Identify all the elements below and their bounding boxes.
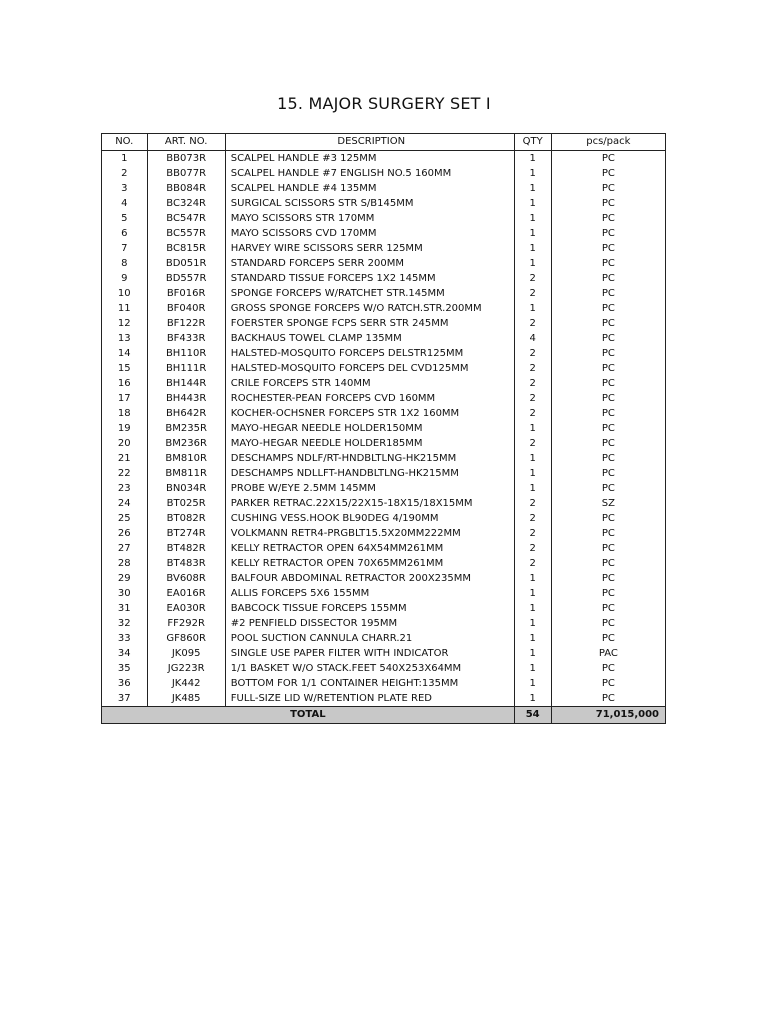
row-qty: 2: [514, 286, 551, 301]
row-qty: 2: [514, 346, 551, 361]
row-unit: PC: [551, 241, 665, 256]
row-qty: 1: [514, 601, 551, 616]
row-unit: PC: [551, 226, 665, 241]
row-art-no: BV608R: [147, 571, 225, 586]
row-no: 11: [102, 301, 148, 316]
row-art-no: BH642R: [147, 406, 225, 421]
total-amount: 71,015,000: [551, 707, 665, 724]
row-qty: 1: [514, 226, 551, 241]
row-unit: PC: [551, 616, 665, 631]
row-description: KOCHER-OCHSNER FORCEPS STR 1X2 160MM: [225, 406, 514, 421]
row-art-no: BB077R: [147, 166, 225, 181]
row-art-no: BC324R: [147, 196, 225, 211]
row-description: PARKER RETRAC.22X15/22X15-18X15/18X15MM: [225, 496, 514, 511]
table-row: [102, 661, 666, 676]
row-qty: 1: [514, 691, 551, 707]
row-no: 29: [102, 571, 148, 586]
row-qty: 1: [514, 301, 551, 316]
row-description: BOTTOM FOR 1/1 CONTAINER HEIGHT:135MM: [225, 676, 514, 691]
row-art-no: JG223R: [147, 661, 225, 676]
row-description: BACKHAUS TOWEL CLAMP 135MM: [225, 331, 514, 346]
row-description: DESCHAMPS NDLLFT-HANDBLTLNG-HK215MM: [225, 466, 514, 481]
row-no: 2: [102, 166, 148, 181]
row-qty: 1: [514, 571, 551, 586]
row-qty: 1: [514, 451, 551, 466]
row-no: 19: [102, 421, 148, 436]
row-art-no: GF860R: [147, 631, 225, 646]
row-art-no: BB073R: [147, 151, 225, 167]
row-art-no: BM235R: [147, 421, 225, 436]
row-no: 17: [102, 391, 148, 406]
row-description: VOLKMANN RETR4-PRGBLT15.5X20MM222MM: [225, 526, 514, 541]
row-no: 26: [102, 526, 148, 541]
row-unit: PC: [551, 541, 665, 556]
row-art-no: BT483R: [147, 556, 225, 571]
row-art-no: BF016R: [147, 286, 225, 301]
row-qty: 4: [514, 331, 551, 346]
page-title: 15. MAJOR SURGERY SET I: [277, 94, 491, 113]
row-unit: PC: [551, 631, 665, 646]
row-description: FULL-SIZE LID W/RETENTION PLATE RED: [225, 691, 514, 707]
row-art-no: BM810R: [147, 451, 225, 466]
row-art-no: BH443R: [147, 391, 225, 406]
table-row: [102, 181, 666, 196]
row-qty: 1: [514, 586, 551, 601]
row-no: 9: [102, 271, 148, 286]
table-row: [102, 271, 666, 286]
row-qty: 1: [514, 616, 551, 631]
table-header-row: [102, 134, 666, 151]
row-qty: 1: [514, 676, 551, 691]
row-qty: 2: [514, 436, 551, 451]
row-no: 13: [102, 331, 148, 346]
row-description: GROSS SPONGE FORCEPS W/O RATCH.STR.200MM: [225, 301, 514, 316]
row-description: MAYO SCISSORS CVD 170MM: [225, 226, 514, 241]
row-no: 7: [102, 241, 148, 256]
row-description: BABCOCK TISSUE FORCEPS 155MM: [225, 601, 514, 616]
row-no: 24: [102, 496, 148, 511]
row-description: STANDARD FORCEPS SERR 200MM: [225, 256, 514, 271]
row-qty: 2: [514, 361, 551, 376]
total-row: [102, 707, 666, 724]
row-unit: PC: [551, 361, 665, 376]
row-unit: PC: [551, 676, 665, 691]
row-qty: 2: [514, 556, 551, 571]
row-no: 15: [102, 361, 148, 376]
row-unit: PC: [551, 481, 665, 496]
row-no: 36: [102, 676, 148, 691]
row-art-no: BC557R: [147, 226, 225, 241]
table-row: [102, 496, 666, 511]
row-description: SCALPEL HANDLE #7 ENGLISH NO.5 160MM: [225, 166, 514, 181]
row-unit: PC: [551, 256, 665, 271]
total-qty: 54: [514, 707, 551, 724]
table-row: [102, 346, 666, 361]
row-no: 34: [102, 646, 148, 661]
row-description: MAYO-HEGAR NEEDLE HOLDER185MM: [225, 436, 514, 451]
row-art-no: EA030R: [147, 601, 225, 616]
table-row: [102, 406, 666, 421]
row-no: 33: [102, 631, 148, 646]
row-description: SCALPEL HANDLE #3 125MM: [225, 151, 514, 167]
row-art-no: BD557R: [147, 271, 225, 286]
row-no: 8: [102, 256, 148, 271]
row-qty: 1: [514, 256, 551, 271]
row-unit: PC: [551, 436, 665, 451]
table-row: [102, 151, 666, 167]
row-qty: 1: [514, 241, 551, 256]
instrument-table: [101, 133, 666, 724]
table-row: [102, 691, 666, 707]
row-description: CUSHING VESS.HOOK BL90DEG 4/190MM: [225, 511, 514, 526]
row-art-no: BD051R: [147, 256, 225, 271]
table-row: [102, 571, 666, 586]
row-qty: 2: [514, 391, 551, 406]
table-row: [102, 541, 666, 556]
row-unit: PC: [551, 511, 665, 526]
row-description: ROCHESTER-PEAN FORCEPS CVD 160MM: [225, 391, 514, 406]
row-art-no: BF122R: [147, 316, 225, 331]
row-unit: PC: [551, 181, 665, 196]
row-unit: PC: [551, 196, 665, 211]
total-label: TOTAL: [102, 707, 515, 724]
table-row: [102, 451, 666, 466]
row-qty: 2: [514, 511, 551, 526]
row-unit: PC: [551, 571, 665, 586]
row-description: SINGLE USE PAPER FILTER WITH INDICATOR: [225, 646, 514, 661]
row-qty: 1: [514, 166, 551, 181]
row-no: 27: [102, 541, 148, 556]
row-no: 6: [102, 226, 148, 241]
table-row: [102, 391, 666, 406]
row-no: 20: [102, 436, 148, 451]
row-description: MAYO SCISSORS STR 170MM: [225, 211, 514, 226]
row-art-no: BT274R: [147, 526, 225, 541]
row-art-no: BH144R: [147, 376, 225, 391]
table-row: [102, 376, 666, 391]
row-description: ALLIS FORCEPS 5X6 155MM: [225, 586, 514, 601]
row-qty: 1: [514, 466, 551, 481]
row-description: FOERSTER SPONGE FCPS SERR STR 245MM: [225, 316, 514, 331]
row-description: KELLY RETRACTOR OPEN 64X54MM261MM: [225, 541, 514, 556]
row-art-no: BT025R: [147, 496, 225, 511]
row-description: HALSTED-MOSQUITO FORCEPS DEL CVD125MM: [225, 361, 514, 376]
table-body: [102, 151, 666, 707]
row-art-no: BH111R: [147, 361, 225, 376]
row-no: 16: [102, 376, 148, 391]
row-no: 4: [102, 196, 148, 211]
row-art-no: EA016R: [147, 586, 225, 601]
table-row: [102, 421, 666, 436]
row-art-no: BH110R: [147, 346, 225, 361]
row-unit: PC: [551, 586, 665, 601]
row-art-no: FF292R: [147, 616, 225, 631]
table-row: [102, 301, 666, 316]
row-no: 35: [102, 661, 148, 676]
row-description: HALSTED-MOSQUITO FORCEPS DELSTR125MM: [225, 346, 514, 361]
row-description: SPONGE FORCEPS W/RATCHET STR.145MM: [225, 286, 514, 301]
row-description: #2 PENFIELD DISSECTOR 195MM: [225, 616, 514, 631]
row-unit: PC: [551, 556, 665, 571]
row-no: 32: [102, 616, 148, 631]
row-unit: PC: [551, 316, 665, 331]
row-no: 21: [102, 451, 148, 466]
row-description: MAYO-HEGAR NEEDLE HOLDER150MM: [225, 421, 514, 436]
row-qty: 2: [514, 526, 551, 541]
row-description: POOL SUCTION CANNULA CHARR.21: [225, 631, 514, 646]
row-qty: 2: [514, 271, 551, 286]
row-unit: PC: [551, 301, 665, 316]
row-unit: SZ: [551, 496, 665, 511]
row-no: 10: [102, 286, 148, 301]
row-qty: 1: [514, 481, 551, 496]
row-unit: PAC: [551, 646, 665, 661]
row-art-no: BN034R: [147, 481, 225, 496]
row-unit: PC: [551, 391, 665, 406]
header-no: NO.: [102, 134, 148, 151]
table-row: [102, 586, 666, 601]
table-row: [102, 676, 666, 691]
row-description: PROBE W/EYE 2.5MM 145MM: [225, 481, 514, 496]
row-unit: PC: [551, 346, 665, 361]
row-no: 31: [102, 601, 148, 616]
row-art-no: BM236R: [147, 436, 225, 451]
row-qty: 1: [514, 196, 551, 211]
header-art-no: ART. NO.: [147, 134, 225, 151]
row-no: 3: [102, 181, 148, 196]
row-no: 37: [102, 691, 148, 707]
row-description: BALFOUR ABDOMINAL RETRACTOR 200X235MM: [225, 571, 514, 586]
row-no: 18: [102, 406, 148, 421]
table-row: [102, 226, 666, 241]
row-unit: PC: [551, 271, 665, 286]
table-row: [102, 331, 666, 346]
row-unit: PC: [551, 691, 665, 707]
row-no: 14: [102, 346, 148, 361]
row-unit: PC: [551, 661, 665, 676]
row-unit: PC: [551, 451, 665, 466]
row-description: SURGICAL SCISSORS STR S/B145MM: [225, 196, 514, 211]
row-qty: 1: [514, 151, 551, 167]
row-unit: PC: [551, 421, 665, 436]
row-unit: PC: [551, 406, 665, 421]
row-art-no: BF040R: [147, 301, 225, 316]
table-row: [102, 436, 666, 451]
row-description: STANDARD TISSUE FORCEPS 1X2 145MM: [225, 271, 514, 286]
row-no: 5: [102, 211, 148, 226]
table-row: [102, 466, 666, 481]
row-art-no: JK095: [147, 646, 225, 661]
row-no: 30: [102, 586, 148, 601]
row-art-no: BC547R: [147, 211, 225, 226]
row-unit: PC: [551, 526, 665, 541]
row-unit: PC: [551, 211, 665, 226]
table-row: [102, 556, 666, 571]
table-row: [102, 316, 666, 331]
row-no: 22: [102, 466, 148, 481]
row-qty: 1: [514, 181, 551, 196]
table-row: [102, 511, 666, 526]
row-art-no: JK442: [147, 676, 225, 691]
row-qty: 1: [514, 211, 551, 226]
row-unit: PC: [551, 466, 665, 481]
row-qty: 1: [514, 646, 551, 661]
row-art-no: BT082R: [147, 511, 225, 526]
row-qty: 1: [514, 421, 551, 436]
table-row: [102, 601, 666, 616]
row-qty: 2: [514, 541, 551, 556]
row-unit: PC: [551, 376, 665, 391]
table-row: [102, 631, 666, 646]
row-unit: PC: [551, 166, 665, 181]
row-unit: PC: [551, 151, 665, 167]
row-unit: PC: [551, 286, 665, 301]
table-row: [102, 361, 666, 376]
row-no: 12: [102, 316, 148, 331]
row-no: 23: [102, 481, 148, 496]
row-art-no: BF433R: [147, 331, 225, 346]
table-row: [102, 616, 666, 631]
table-row: [102, 211, 666, 226]
row-unit: PC: [551, 331, 665, 346]
row-qty: 1: [514, 631, 551, 646]
table-row: [102, 166, 666, 181]
table-row: [102, 526, 666, 541]
row-qty: 2: [514, 376, 551, 391]
row-art-no: BT482R: [147, 541, 225, 556]
row-unit: PC: [551, 601, 665, 616]
row-no: 28: [102, 556, 148, 571]
row-art-no: JK485: [147, 691, 225, 707]
table-row: [102, 646, 666, 661]
row-description: HARVEY WIRE SCISSORS SERR 125MM: [225, 241, 514, 256]
row-qty: 2: [514, 496, 551, 511]
row-description: DESCHAMPS NDLF/RT-HNDBLTLNG-HK215MM: [225, 451, 514, 466]
row-art-no: BC815R: [147, 241, 225, 256]
row-description: 1/1 BASKET W/O STACK.FEET 540X253X64MM: [225, 661, 514, 676]
row-qty: 2: [514, 406, 551, 421]
header-pcs-pack: pcs/pack: [551, 134, 665, 151]
header-qty: QTY: [514, 134, 551, 151]
table-row: [102, 256, 666, 271]
row-qty: 1: [514, 661, 551, 676]
row-description: CRILE FORCEPS STR 140MM: [225, 376, 514, 391]
row-description: KELLY RETRACTOR OPEN 70X65MM261MM: [225, 556, 514, 571]
table-row: [102, 481, 666, 496]
row-no: 1: [102, 151, 148, 167]
table-row: [102, 286, 666, 301]
table-row: [102, 241, 666, 256]
row-art-no: BM811R: [147, 466, 225, 481]
row-art-no: BB084R: [147, 181, 225, 196]
table-row: [102, 196, 666, 211]
row-description: SCALPEL HANDLE #4 135MM: [225, 181, 514, 196]
row-no: 25: [102, 511, 148, 526]
row-qty: 2: [514, 316, 551, 331]
header-description: DESCRIPTION: [225, 134, 514, 151]
